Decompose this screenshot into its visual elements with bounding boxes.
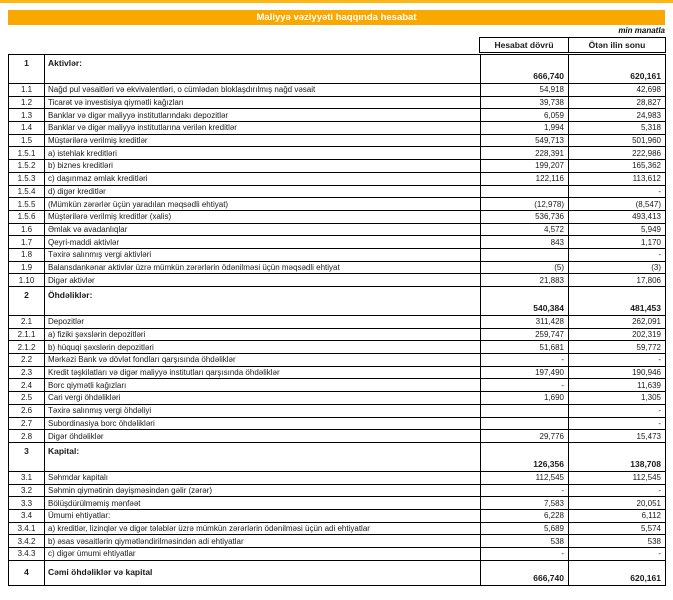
row-label-cell: Balansdankənar aktivlər üzrə mümkün zərərlərin ödənilməsi üçün məqsədli ehtiyat xyxy=(45,261,481,274)
row-number-cell: 3.4.3 xyxy=(9,548,45,561)
row-number-cell: 1.5.6 xyxy=(9,210,45,223)
table-row xyxy=(9,316,666,329)
value-period-cell: 1,690 xyxy=(481,392,569,405)
table-row xyxy=(9,430,666,443)
value-prior-year-cell: 501,960 xyxy=(569,134,666,147)
row-number-cell: 3 xyxy=(9,442,45,471)
value-prior-year-cell: 538 xyxy=(569,535,666,548)
row-label-cell: a) kreditlər, lizinqlər və digər tələblər üzrə mümkün zərərlərin ödənilməsi üçün adi ehtiyatlar xyxy=(45,522,481,535)
table-row xyxy=(9,55,666,84)
row-number-cell: 2.2 xyxy=(9,354,45,367)
row-label-cell: b) əsas vəsaitlərin qiymətləndirilməsindən adi ehtiyatlar xyxy=(45,535,481,548)
row-number-cell: 3.2 xyxy=(9,484,45,497)
value-period-cell: 51,681 xyxy=(481,341,569,354)
value-prior-year-cell: - xyxy=(569,548,666,561)
value-period-cell: 6,228 xyxy=(481,509,569,522)
table-row xyxy=(9,366,666,379)
value-period-cell: - xyxy=(481,484,569,497)
value-prior-year-cell: - xyxy=(569,354,666,367)
row-number-cell: 3.3 xyxy=(9,497,45,510)
row-label-cell: Borc qiymətli kağızları xyxy=(45,379,481,392)
row-label-cell: Cari vergi öhdəlikləri xyxy=(45,392,481,405)
row-number-cell: 4 xyxy=(9,560,45,585)
value-prior-year-cell: 481,453 xyxy=(569,287,666,316)
table-row xyxy=(9,442,666,471)
table-row xyxy=(9,160,666,173)
value-period-cell: 843 xyxy=(481,236,569,249)
table-row xyxy=(9,522,666,535)
table-row xyxy=(9,134,666,147)
table-row xyxy=(9,560,666,585)
value-period-cell xyxy=(481,248,569,261)
table-row xyxy=(9,223,666,236)
row-label-cell: Kredit təşkilatları və digər maliyyə institutları qarşısında öhdəliklər xyxy=(45,366,481,379)
value-period-cell: 7,583 xyxy=(481,497,569,510)
value-prior-year-cell: 15,473 xyxy=(569,430,666,443)
row-number-cell: 1.5.3 xyxy=(9,172,45,185)
table-row xyxy=(9,328,666,341)
table-row xyxy=(9,84,666,97)
value-period-cell xyxy=(481,417,569,430)
value-period-cell: - xyxy=(481,548,569,561)
row-label-cell: Mərkəzi Bank və dövlət fondları qarşısında öhdəliklər xyxy=(45,354,481,367)
value-prior-year-cell: 1,305 xyxy=(569,392,666,405)
value-prior-year-cell: (8,547) xyxy=(569,198,666,211)
row-number-cell: 1.5.5 xyxy=(9,198,45,211)
row-number-cell: 2.1.2 xyxy=(9,341,45,354)
row-number-cell: 2.6 xyxy=(9,404,45,417)
value-period-cell: 39,738 xyxy=(481,96,569,109)
column-header-table xyxy=(479,37,666,53)
table-row xyxy=(9,248,666,261)
value-prior-year-cell: 113,612 xyxy=(569,172,666,185)
row-number-cell: 1.4 xyxy=(9,122,45,135)
value-prior-year-cell: 5,949 xyxy=(569,223,666,236)
value-period-cell: 197,490 xyxy=(481,366,569,379)
value-period-cell: 21,883 xyxy=(481,274,569,287)
row-number-cell: 2.1 xyxy=(9,316,45,329)
row-number-cell: 2.1.1 xyxy=(9,328,45,341)
row-number-cell: 1.5.1 xyxy=(9,147,45,160)
value-period-cell: 29,776 xyxy=(481,430,569,443)
value-period-cell: 538 xyxy=(481,535,569,548)
table-row xyxy=(9,535,666,548)
value-period-cell: 666,740 xyxy=(481,55,569,84)
value-prior-year-cell: - xyxy=(569,484,666,497)
row-label-cell: Banklar və digər maliyyə institutlarındakı depozitlər xyxy=(45,109,481,122)
table-row xyxy=(9,287,666,316)
value-period-cell: 540,384 xyxy=(481,287,569,316)
table-row xyxy=(9,172,666,185)
row-number-cell: 1.5.4 xyxy=(9,185,45,198)
value-period-cell xyxy=(481,185,569,198)
row-number-cell: 1.3 xyxy=(9,109,45,122)
table-row xyxy=(9,198,666,211)
column-header-row xyxy=(480,38,666,53)
row-label-cell: Nağd pul vəsaitləri və ekvivalentləri, o cümlədən bloklaşdırılmış nağd vəsait xyxy=(45,84,481,97)
table-row xyxy=(9,261,666,274)
table-row xyxy=(9,404,666,417)
row-label-cell: c) digər ümumi ehtiyatlar xyxy=(45,548,481,561)
row-label-cell: Səhmdar kapitalı xyxy=(45,471,481,484)
value-period-cell: 666,740 xyxy=(481,560,569,585)
value-period-cell: 54,918 xyxy=(481,84,569,97)
value-period-cell: (12,978) xyxy=(481,198,569,211)
value-prior-year-cell: 493,413 xyxy=(569,210,666,223)
row-number-cell: 1.5.2 xyxy=(9,160,45,173)
value-prior-year-cell: 190,946 xyxy=(569,366,666,379)
value-prior-year-cell: 138,708 xyxy=(569,442,666,471)
table-row xyxy=(9,210,666,223)
row-label-cell: Depozitlər xyxy=(45,316,481,329)
row-label-cell: Ticarət və investisiya qiymətli kağızları xyxy=(45,96,481,109)
row-label-cell: Banklar və digər maliyyə institutlarına verilən kreditlər xyxy=(45,122,481,135)
row-label-cell: Təxirə salınmış vergi aktivləri xyxy=(45,248,481,261)
table-row xyxy=(9,236,666,249)
row-number-cell: 1.6 xyxy=(9,223,45,236)
row-number-cell: 1.10 xyxy=(9,274,45,287)
value-period-cell: 1,994 xyxy=(481,122,569,135)
value-prior-year-cell: 24,983 xyxy=(569,109,666,122)
row-number-cell: 3.4 xyxy=(9,509,45,522)
value-prior-year-cell: 6,112 xyxy=(569,509,666,522)
table-row xyxy=(9,484,666,497)
row-label-cell: Cəmi öhdəliklər və kapital xyxy=(45,560,481,585)
column-header-prior-year-end: Ötən ilin sonu xyxy=(569,38,666,53)
table-row xyxy=(9,509,666,522)
value-prior-year-cell: 262,091 xyxy=(569,316,666,329)
report-title-band xyxy=(8,10,665,25)
table-row xyxy=(9,185,666,198)
value-prior-year-cell: 5,318 xyxy=(569,122,666,135)
row-label-cell: c) daşınmaz əmlak kreditləri xyxy=(45,172,481,185)
table-row xyxy=(9,497,666,510)
value-prior-year-cell: 5,574 xyxy=(569,522,666,535)
balance-sheet-rows xyxy=(9,55,666,586)
row-label-cell: a) istehlak kreditləri xyxy=(45,147,481,160)
row-label-cell: b) biznes kreditləri xyxy=(45,160,481,173)
row-number-cell: 2.3 xyxy=(9,366,45,379)
value-prior-year-cell: 42,698 xyxy=(569,84,666,97)
row-label-cell: Səhmin qiymətinin dəyişməsindən gəlir (zərər) xyxy=(45,484,481,497)
row-number-cell: 2.8 xyxy=(9,430,45,443)
table-row xyxy=(9,379,666,392)
row-label-cell: Aktivlər: xyxy=(45,55,481,84)
row-number-cell: 1.2 xyxy=(9,96,45,109)
value-period-cell: 122,116 xyxy=(481,172,569,185)
value-period-cell: 4,572 xyxy=(481,223,569,236)
row-label-cell: Digər öhdəliklər xyxy=(45,430,481,443)
balance-sheet-table xyxy=(8,54,666,586)
value-period-cell: - xyxy=(481,379,569,392)
value-prior-year-cell: - xyxy=(569,417,666,430)
value-prior-year-cell: 620,161 xyxy=(569,560,666,585)
row-number-cell: 3.1 xyxy=(9,471,45,484)
value-prior-year-cell: 59,772 xyxy=(569,341,666,354)
value-prior-year-cell: 222,986 xyxy=(569,147,666,160)
row-label-cell: Subordinasiya borc öhdəlikləri xyxy=(45,417,481,430)
row-label-cell: d) digər kreditlər xyxy=(45,185,481,198)
value-prior-year-cell: 165,362 xyxy=(569,160,666,173)
row-number-cell: 2.7 xyxy=(9,417,45,430)
unit-note: min manatla xyxy=(618,26,665,35)
row-number-cell: 1.8 xyxy=(9,248,45,261)
value-prior-year-cell: 17,806 xyxy=(569,274,666,287)
row-number-cell: 3.4.1 xyxy=(9,522,45,535)
row-label-cell: a) fiziki şəxslərin depozitləri xyxy=(45,328,481,341)
value-period-cell: 126,356 xyxy=(481,442,569,471)
row-label-cell: Təxirə salınmış vergi öhdəliyi xyxy=(45,404,481,417)
value-prior-year-cell: 20,051 xyxy=(569,497,666,510)
value-period-cell: 199,207 xyxy=(481,160,569,173)
row-label-cell: Müştərilərə verilmiş kreditlər xyxy=(45,134,481,147)
table-row xyxy=(9,147,666,160)
value-prior-year-cell: 112,545 xyxy=(569,471,666,484)
row-number-cell: 2.4 xyxy=(9,379,45,392)
value-period-cell: 536,736 xyxy=(481,210,569,223)
value-period-cell: 228,391 xyxy=(481,147,569,160)
value-period-cell: 311,428 xyxy=(481,316,569,329)
table-row xyxy=(9,341,666,354)
row-label-cell: Kapital: xyxy=(45,442,481,471)
report-title: Maliyyə vəziyyəti haqqında hesabat xyxy=(256,12,417,23)
row-number-cell: 1.1 xyxy=(9,84,45,97)
table-row xyxy=(9,392,666,405)
table-row xyxy=(9,96,666,109)
table-row xyxy=(9,274,666,287)
value-prior-year-cell: - xyxy=(569,185,666,198)
row-label-cell: b) hüquqi şəxslərin depozitləri xyxy=(45,341,481,354)
row-label-cell: Ümumi ehtiyatlar: xyxy=(45,509,481,522)
value-prior-year-cell: - xyxy=(569,404,666,417)
value-period-cell: 6,059 xyxy=(481,109,569,122)
value-prior-year-cell: - xyxy=(569,248,666,261)
value-prior-year-cell: 1,170 xyxy=(569,236,666,249)
top-accent-strip xyxy=(0,0,673,3)
table-row xyxy=(9,122,666,135)
value-prior-year-cell: 11,639 xyxy=(569,379,666,392)
table-row xyxy=(9,354,666,367)
column-header-reporting-period: Hesabat dövrü xyxy=(480,38,569,53)
value-period-cell: 112,545 xyxy=(481,471,569,484)
row-number-cell: 1.5 xyxy=(9,134,45,147)
value-prior-year-cell: 620,161 xyxy=(569,55,666,84)
value-period-cell: 5,689 xyxy=(481,522,569,535)
row-label-cell: Əmlak və avadanlıqlar xyxy=(45,223,481,236)
table-row xyxy=(9,471,666,484)
row-label-cell: Bölüşdürülməmiş mənfəət xyxy=(45,497,481,510)
value-period-cell: (5) xyxy=(481,261,569,274)
row-number-cell: 1 xyxy=(9,55,45,84)
row-label-cell: Öhdəliklər: xyxy=(45,287,481,316)
table-row xyxy=(9,417,666,430)
row-label-cell: Müştərilərə verilmiş kreditlər (xalis) xyxy=(45,210,481,223)
value-period-cell: 549,713 xyxy=(481,134,569,147)
row-number-cell: 3.4.2 xyxy=(9,535,45,548)
row-number-cell: 2 xyxy=(9,287,45,316)
row-label-cell: Qeyri-maddi aktivlər xyxy=(45,236,481,249)
value-period-cell xyxy=(481,404,569,417)
value-prior-year-cell: 28,827 xyxy=(569,96,666,109)
value-prior-year-cell: 202,319 xyxy=(569,328,666,341)
row-number-cell: 1.9 xyxy=(9,261,45,274)
row-label-cell: (Mümkün zərərlər üçün yaradılan məqsədli ehtiyat) xyxy=(45,198,481,211)
table-row xyxy=(9,109,666,122)
value-prior-year-cell: (3) xyxy=(569,261,666,274)
table-row xyxy=(9,548,666,561)
row-number-cell: 2.5 xyxy=(9,392,45,405)
row-number-cell: 1.7 xyxy=(9,236,45,249)
value-period-cell: 259,747 xyxy=(481,328,569,341)
row-label-cell: Digər aktivlər xyxy=(45,274,481,287)
value-period-cell: - xyxy=(481,354,569,367)
